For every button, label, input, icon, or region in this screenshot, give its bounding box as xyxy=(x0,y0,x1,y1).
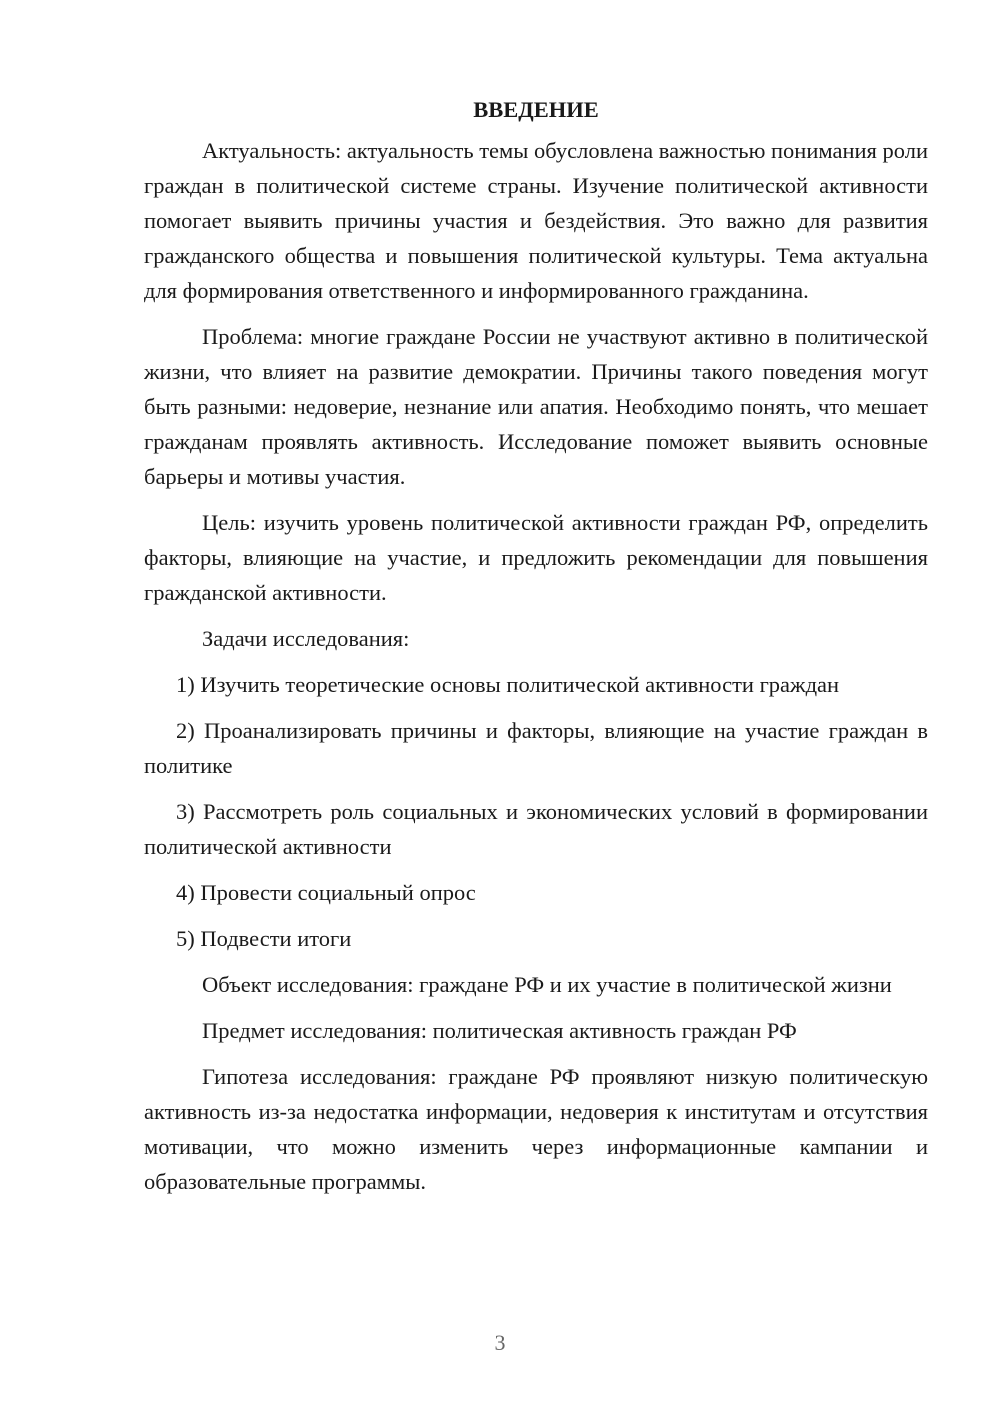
task-item: 4) Провести социальный опрос xyxy=(176,880,476,905)
page-content xyxy=(144,92,928,1210)
problem-paragraph: Проблема: многие граждане России не участвуют активно в политической жизни, что влияет на развитие демократии. Причины такого поведения могут быть разными: недоверие, незнание или апатия. Необходимо понять, что мешает гражданам проявлять активность. Исследование поможет выявить основные барьеры и мотивы участия. xyxy=(144,324,928,489)
page-number: 3 xyxy=(494,1330,506,1355)
task-item: 5) Подвести итоги xyxy=(176,926,352,951)
tasks-heading: Задачи исследования: xyxy=(202,626,410,651)
relevance-paragraph: Актуальность: актуальность темы обусловлена важностью понимания роли граждан в политической системе страны. Изучение политической активности помогает выявить причины участия и бездействия. Это важно для развития гражданского общества и повышения политической культуры. Тема актуальна для формирования ответственного и информированного гражданина. xyxy=(144,138,928,303)
object-paragraph: Объект исследования: граждане РФ и их участие в политической жизни xyxy=(202,972,892,997)
goal-paragraph: Цель: изучить уровень политической активности граждан РФ, определить факторы, влияющие на участие, и предложить рекомендации для повышения гражданской активности. xyxy=(144,510,928,605)
task-item: 3) Рассмотреть роль социальных и экономических условий в формировании политической активности xyxy=(144,799,928,859)
section-heading: ВВЕДЕНИЕ xyxy=(473,97,599,122)
task-item: 2) Проанализировать причины и факторы, влияющие на участие граждан в политике xyxy=(144,718,928,778)
subject-paragraph: Предмет исследования: политическая активность граждан РФ xyxy=(202,1018,797,1043)
hypothesis-paragraph: Гипотеза исследования: граждане РФ проявляют низкую политическую активность из-за недостатка информации, недоверия к институтам и отсутствия мотивации, что можно изменить через информационные кампании и образовательные программы. xyxy=(144,1064,928,1194)
task-item: 1) Изучить теоретические основы политической активности граждан xyxy=(176,672,840,697)
